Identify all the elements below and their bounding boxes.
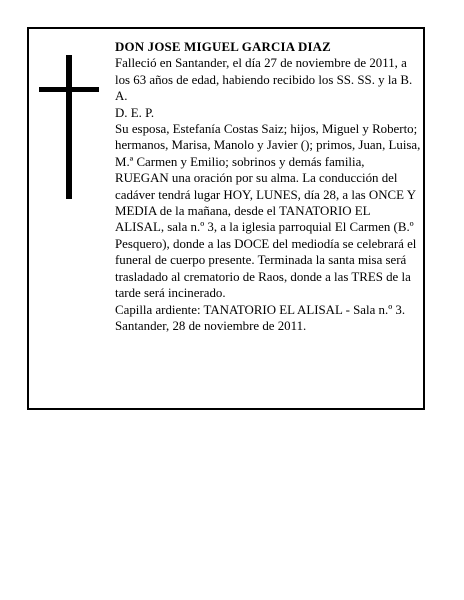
cross-horizontal-bar	[39, 87, 99, 92]
chapel-paragraph: Capilla ardiente: TANATORIO EL ALISAL - Sala n.º 3.	[115, 302, 406, 317]
cross-icon	[39, 55, 99, 199]
family-paragraph: Su esposa, Estefanía Costas Saiz; hijos, Miguel y Roberto; hermanos, Marisa, Manolo y Javier (); primos, Juan, Luisa, M.ª Carmen y Emilio; sobrinos y demás familia,	[115, 122, 421, 169]
funeral-details-paragraph: RUEGAN una oración por su alma. La conducción del cadáver tendrá lugar HOY, LUNES, día 28, a las ONCE Y MEDIA de la mañana, desde el TANATORIO EL ALISAL, sala n.º 3, a la iglesia parroquial El Carmen (B.º Pesquero), donde a las DOCE del mediodía se celebrará el funeral de cuerpo presente. Terminada la santa misa será trasladado al crematorio de Raos, donde a las TRES de la tarde será incinerado.	[115, 171, 417, 301]
death-details-paragraph: Falleció en Santander, el día 27 de noviembre de 2011, a los 63 años de edad, habiendo recibido los SS. SS. y la B. A.	[115, 56, 413, 104]
deceased-name: DON JOSE MIGUEL GARCIA DIAZ	[115, 40, 331, 54]
place-date-line: Santander, 28 de noviembre de 2011.	[115, 318, 307, 333]
obituary-text	[115, 39, 421, 334]
rest-in-peace-line: D. E. P.	[115, 105, 155, 120]
obituary-notice	[27, 27, 425, 410]
cross-vertical-bar	[66, 55, 72, 199]
